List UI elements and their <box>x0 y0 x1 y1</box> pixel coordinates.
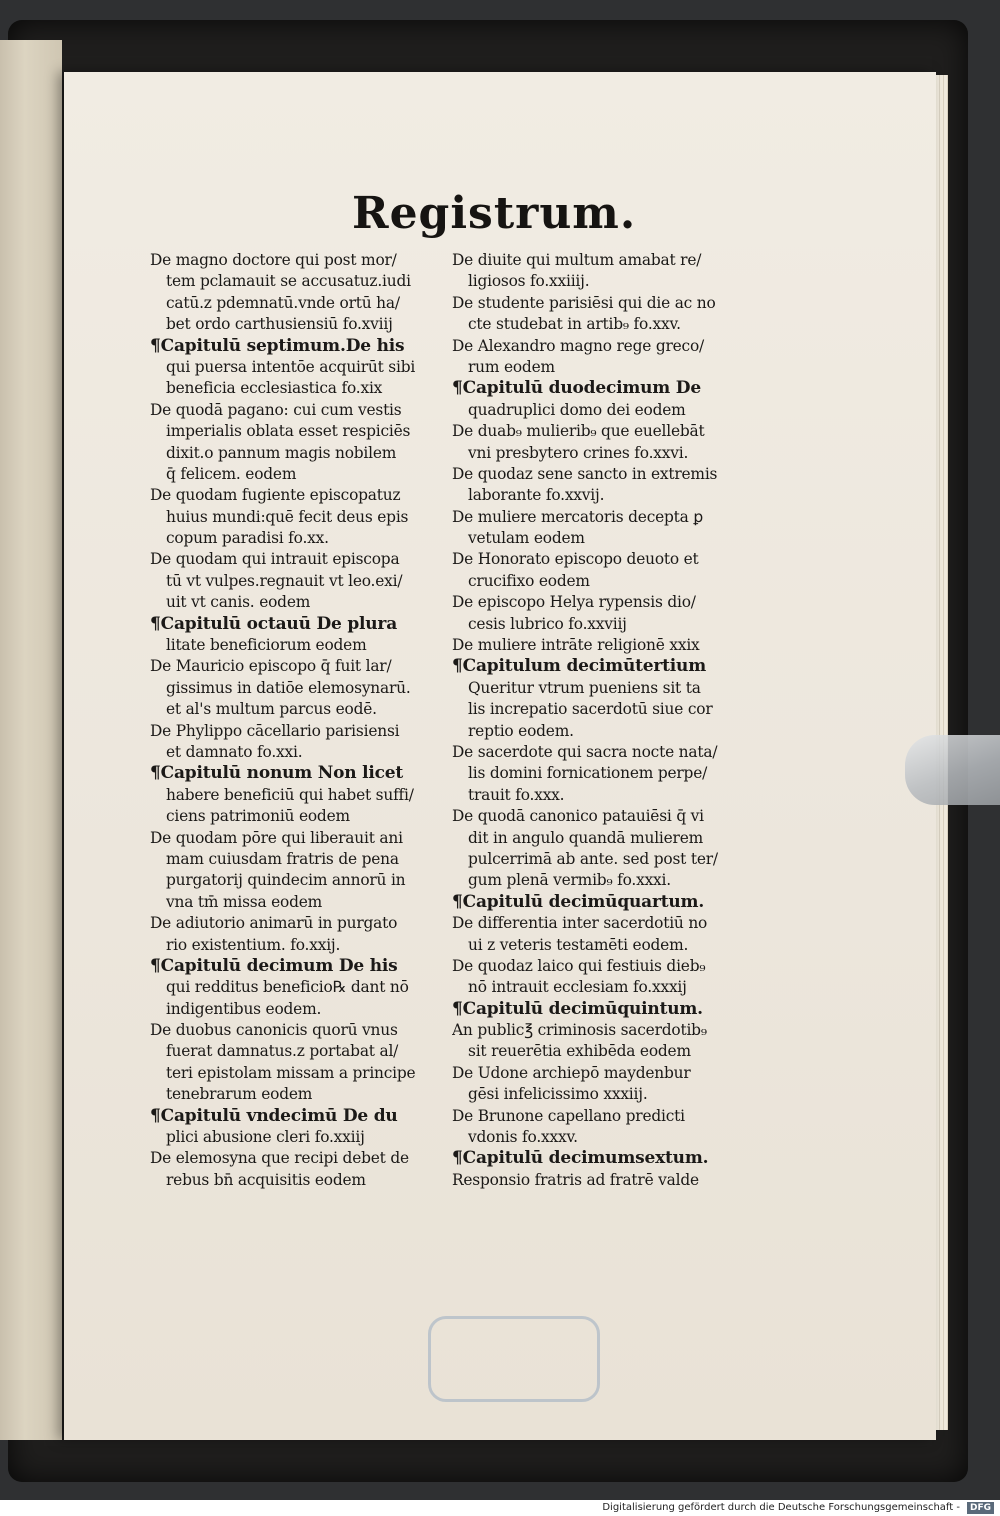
register-line: tenebrarum eodem <box>166 1085 313 1104</box>
register-line: De muliere mercatoris decepta ꝑ <box>452 507 703 526</box>
register-line: gissimus in datiōe elemosynarū. <box>166 678 411 697</box>
register-line: vna tm̄ missa eodem <box>166 892 323 911</box>
register-line: vni presbytero crines fo.xxvi. <box>468 443 689 462</box>
register-line: Queritur vtrum pueniens sit ta <box>468 678 701 697</box>
register-line: De differentia inter sacerdotiū no <box>452 914 708 933</box>
register-line: crucifixo eodem <box>468 571 590 590</box>
register-line: bet ordo carthusiensiū fo.xviij <box>166 315 393 334</box>
register-line: dixit.o pannum magis nobilem <box>166 443 397 462</box>
register-line: et damnato fo.xxi. <box>166 742 303 761</box>
register-line: quadruplici domo dei eodem <box>468 400 686 419</box>
register-line: catū.z pdemnatū.vnde ortū ha/ <box>166 293 400 312</box>
register-line: teri epistolam missam a principe <box>166 1063 416 1082</box>
register-line: imperialis oblata esset respiciēs <box>166 422 411 441</box>
register-line: rebus bn̄ acquisitis eodem <box>166 1170 366 1189</box>
register-line: An public℥ criminosis sacerdotib₉ <box>452 1021 707 1040</box>
register-line: De quodam fugiente episcopatuz <box>150 486 401 505</box>
register-line: reptio eodem. <box>468 721 574 740</box>
register-line: De quodaz sene sancto in extremis <box>452 464 718 483</box>
register-line: rum eodem <box>468 357 555 376</box>
register-line: ligiosos fo.xxiiij. <box>468 272 590 291</box>
left-column <box>150 250 448 1191</box>
register-line: uit vt canis. eodem <box>166 593 311 612</box>
register-line: De quodā canonico patauiēsi q̄ vi <box>452 807 704 826</box>
register-line: De quodaz laico qui festiuis dieb₉ <box>452 956 706 975</box>
register-line: purgatorij quindecim annorū in <box>166 871 406 890</box>
chapter-heading: ¶Capitulū decimūquartum. <box>452 891 705 912</box>
register-line: qui redditus beneficio℞ dant nō <box>166 978 409 997</box>
register-line: De elemosyna que recipi debet de <box>150 1149 409 1168</box>
register-line: De episcopo Helya rypensis dio/ <box>452 593 696 612</box>
footer-credit: Digitalisierung gefördert durch die Deutsche Forschungsgemeinschaft - <box>602 1502 960 1513</box>
register-line: tū vt vulpes.regnauit vt leo.exi/ <box>166 571 403 590</box>
chapter-heading: ¶Capitulū nonum Non licet <box>150 763 404 784</box>
register-line: qui puersa intentōe acquirūt sibi <box>166 357 416 376</box>
register-line: nō intrauit ecclesiam fo.xxxij <box>468 978 687 997</box>
register-line: habere beneficiū qui habet suffi/ <box>166 785 414 804</box>
register-line: De diuite qui multum amabat re/ <box>452 251 702 269</box>
register-line: De adiutorio animarū in purgato <box>150 914 398 933</box>
register-line: beneficia ecclesiastica fo.xix <box>166 379 383 398</box>
register-line: huius mundi:quē fecit deus epis <box>166 507 409 526</box>
register-line: cte studebat in artib₉ fo.xxv. <box>468 315 681 334</box>
register-line: ciens patrimoniū eodem <box>166 807 350 826</box>
register-line: indigentibus eodem. <box>166 999 322 1018</box>
register-line: De duobus canonicis quorū vnus <box>150 1021 398 1040</box>
register-line: sit reuerētia exhibēda eodem <box>468 1042 691 1061</box>
register-line: copum paradisi fo.xx. <box>166 529 329 548</box>
register-line: mam cuiusdam fratris de pena <box>166 849 399 868</box>
register-line: ui z veteris testamēti eodem. <box>468 935 689 954</box>
dfg-logo: DFG <box>967 1502 994 1514</box>
register-line: trauit fo.xxx. <box>468 785 565 804</box>
chapter-heading: ¶Capitulū septimum.De his <box>150 335 405 356</box>
chapter-heading: ¶Capitulū vndecimū De du <box>150 1105 398 1126</box>
register-line: pulcerrimā ab ante. sed post ter/ <box>468 849 718 868</box>
chapter-heading: ¶Capitulum decimūtertium <box>452 656 706 677</box>
register-line: laborante fo.xxvij. <box>468 486 605 505</box>
register-line: De magno doctore qui post mor/ <box>150 251 397 269</box>
facing-page-edge <box>0 40 62 1440</box>
register-line: De Brunone capellano predicti <box>452 1106 685 1125</box>
register-line: De muliere intrāte religionē xxix <box>452 636 700 655</box>
page-title: Registrum. <box>352 188 637 239</box>
register-line: De Honorato episcopo deuoto et <box>452 550 699 569</box>
register-line: De Udone archiepō maydenbur <box>452 1063 691 1082</box>
register-line: De Mauricio episcopo q̄ fuit lar/ <box>150 657 392 676</box>
chapter-heading: ¶Capitulū decimumsextum. <box>452 1148 709 1169</box>
register-line: gēsi infelicissimo xxxiij. <box>468 1085 648 1104</box>
register-line: q̄ felicem. eodem <box>166 464 297 483</box>
register-line: Responsio fratris ad fratrē valde <box>452 1170 699 1189</box>
register-line: fuerat damnatus.z portabat al/ <box>166 1042 399 1061</box>
register-line: De quodam qui intrauit episcopa <box>150 550 400 569</box>
chapter-heading: ¶Capitulū octauū De plura <box>150 613 398 634</box>
register-line: gum plenā vermib₉ fo.xxxi. <box>468 871 671 890</box>
register-line: De quodam pōre qui liberauit ani <box>150 828 403 847</box>
register-line: dit in angulo quandā mulierem <box>468 828 704 847</box>
register-line: litate beneficiorum eodem <box>166 636 367 655</box>
page-clip <box>905 735 1000 805</box>
register-line: De Phylippo cācellario parisiensi <box>150 721 400 740</box>
register-line: vetulam eodem <box>468 529 585 548</box>
register-line: et al's multum parcus eodē. <box>166 700 377 719</box>
register-line: De duab₉ mulierib₉ que euellebāt <box>452 422 705 441</box>
register-line: rio existentium. fo.xxij. <box>166 935 341 954</box>
register-line: tem pclamauit se accusatuz.iudi <box>166 272 411 291</box>
chapter-heading: ¶Capitulū decimūquintum. <box>452 998 703 1019</box>
register-line: plici abusione cleri fo.xxiij <box>166 1128 365 1147</box>
chapter-heading: ¶Capitulū duodecimum De <box>452 378 701 399</box>
register-line: De sacerdote qui sacra nocte nata/ <box>452 742 718 761</box>
register-line: cesis lubrico fo.xxviij <box>468 614 627 633</box>
register-line: lis domini fornicationem perpe/ <box>468 764 708 783</box>
register-line: De quodā pagano: cui cum vestis <box>150 400 402 419</box>
register-line: De studente parisiēsi qui die ac no <box>452 293 716 312</box>
register-line: vdonis fo.xxxv. <box>468 1128 578 1147</box>
library-stamp <box>428 1316 600 1402</box>
register-line: lis increpatio sacerdotū siue cor <box>468 700 713 719</box>
chapter-heading: ¶Capitulū decimum De his <box>150 955 398 976</box>
register-line: De Alexandro magno rege greco/ <box>452 336 705 355</box>
right-column <box>452 250 762 1191</box>
